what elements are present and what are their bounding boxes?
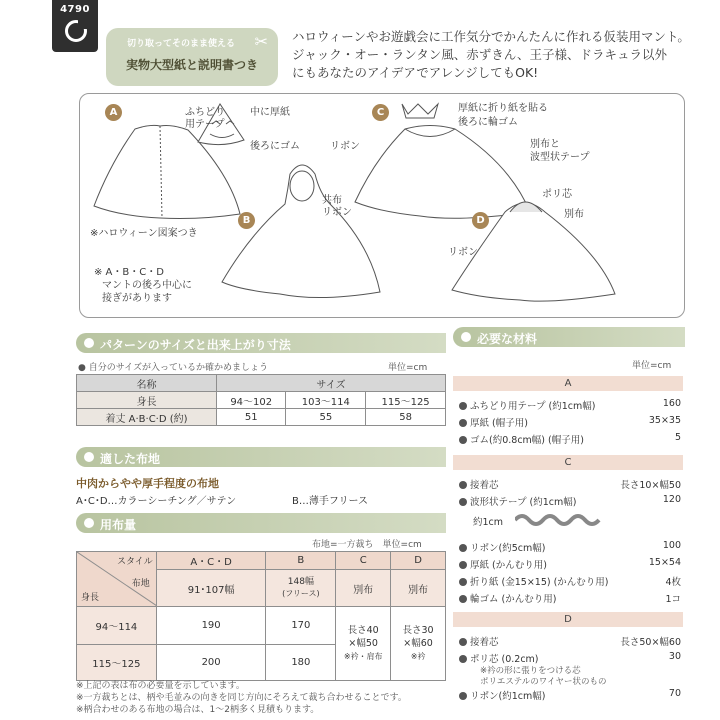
intro-line: ハロウィーンやお遊戯会に工作気分でかんたんに作れる仮装用マント。	[292, 29, 690, 44]
yardage-note: ※柄合わせのある布地の場合は、1～2柄多く見積もります。	[76, 705, 320, 715]
other-fabric-label-d: 別布	[564, 209, 584, 220]
seam-note-line-1: ※ A・B・C・D	[94, 267, 164, 278]
other-fabric-label-2: 波型状テープ	[530, 152, 590, 163]
intro-line: にもあなたのアイデアでアレンジしてもOK!	[292, 65, 539, 80]
yardage-notes	[76, 680, 446, 716]
elastic-label: 後ろにゴム	[250, 141, 300, 152]
fabric-section-header	[76, 447, 446, 467]
height-row-label: 身長	[77, 392, 217, 409]
yardage-unit: 布地=一方裁ち 単位=cm	[312, 540, 422, 550]
scissors-icon: ✂	[254, 32, 268, 51]
material-name: リボン(約1cm幅)	[470, 691, 546, 702]
size-col-name: 名称	[77, 375, 217, 392]
material-qty: 長さ10×幅50	[620, 480, 681, 491]
bullet-icon	[461, 332, 471, 342]
material-qty: 30	[668, 651, 681, 662]
style-b-marker: B	[238, 212, 255, 229]
material-qty: 70	[668, 688, 681, 699]
d-value-line-2: ×幅60	[403, 638, 433, 649]
style-a-marker: A	[105, 104, 122, 121]
bullet-icon	[84, 452, 94, 462]
width-b-line-1: 148幅	[287, 577, 314, 588]
fabric-weight: 中肉からやや厚手程度の布地	[76, 477, 219, 490]
width-d: 別布	[391, 570, 446, 607]
banner-title: 実物大型紙と説明書つき	[125, 58, 258, 72]
fabric-section-title: 適した布地	[100, 452, 161, 466]
illustration-panel	[79, 93, 685, 318]
trim-tape-label-2: 用テープ	[185, 119, 225, 130]
material-qty: 5	[674, 432, 681, 443]
material-qty: 35×35	[648, 415, 681, 426]
material-item	[459, 688, 681, 702]
yardage-height-cell: 115～125	[77, 645, 157, 681]
yardage-note: ※上記の表は布の必要量を示しています。	[76, 681, 245, 691]
seam-note-line-3: 接ぎがあります	[102, 293, 172, 304]
materials-unit: 単位=cm	[632, 361, 672, 371]
material-item	[459, 477, 681, 491]
yardage-table	[76, 551, 446, 681]
thick-paper-label: 中に厚紙	[250, 107, 290, 118]
poly-core-note-1: ※衿の形に張りをつける芯	[480, 666, 581, 676]
material-name: ポリ芯 (0.2cm)	[470, 654, 539, 665]
height-cell: 94～102	[217, 392, 286, 409]
wave-tape-sample	[459, 514, 681, 528]
crown-drawing	[402, 104, 438, 118]
size-check-note: ● 自分のサイズが入っているか確かめましょう	[78, 363, 268, 373]
intro-text	[292, 28, 692, 82]
style-c-marker: C	[372, 104, 389, 121]
yardage-section-title: 用布量	[100, 518, 137, 532]
material-qty: 1コ	[665, 594, 681, 605]
material-item	[459, 415, 681, 429]
yardage-d-cell	[391, 607, 446, 681]
ribbon-label-d: リボン	[448, 247, 478, 258]
height-cell: 103～114	[286, 392, 366, 409]
poly-core-note-2: ポリエステルのワイヤー状のもの	[480, 677, 607, 687]
materials-section-header	[453, 327, 685, 347]
corner-style: スタイル	[116, 557, 153, 567]
other-fabric-label-1: 別布と	[530, 139, 560, 150]
c-value-line-2: ×幅50	[348, 638, 378, 649]
width-b	[266, 570, 336, 607]
size-col-size: サイズ	[217, 375, 446, 392]
intro-line: ジャック・オー・ランタン風、赤ずきん、王子様、ドラキュラ以外	[292, 47, 668, 62]
material-item	[459, 494, 681, 508]
material-item	[459, 574, 681, 588]
yardage-note: ※一方裁ちとは、柄や毛並みの向きを同じ方向にそろえて裁ち合わせることです。	[76, 693, 407, 703]
material-item	[459, 557, 681, 571]
fabric-acd: A･C･D…カラーシーチング／サテン	[76, 496, 237, 507]
materials-group-a: A	[453, 376, 683, 391]
length-cell: 51	[217, 409, 286, 426]
poly-core-label: ポリ芯	[542, 189, 572, 200]
yardage-section-header	[76, 513, 446, 533]
material-name: ゴム(約0.8cm幅) (帽子用)	[470, 435, 584, 446]
col-b: B	[266, 552, 336, 570]
rubber-band-label: 後ろに輪ゴム	[458, 117, 518, 128]
yardage-b-cell: 170	[266, 607, 336, 645]
material-name: 厚紙 (かんむり用)	[470, 560, 547, 571]
width-b-line-2: (フリース)	[282, 589, 320, 599]
material-qty: 160	[662, 398, 681, 409]
c-value-line-1: 長さ40	[347, 625, 379, 636]
size-unit: 単位=cm	[388, 363, 428, 373]
material-name: 波形状テープ (約1cm幅)	[470, 497, 577, 508]
d-note: ※衿	[410, 652, 426, 661]
trim-tape-label-1: ふちどり	[185, 107, 225, 118]
material-name: 接着芯	[470, 480, 499, 491]
col-acd: A・C・D	[156, 552, 266, 570]
length-cell: 58	[366, 409, 446, 426]
yardage-c-cell	[336, 607, 391, 681]
wave-size-label: 約1cm	[473, 517, 504, 528]
material-qty: 100	[662, 540, 681, 551]
corner-height: 身長	[81, 593, 100, 603]
wave-tape-icon	[515, 512, 635, 528]
circle-logo-icon	[65, 20, 87, 42]
material-qty: 長さ50×幅60	[620, 637, 681, 648]
pattern-banner	[106, 28, 278, 86]
c-note: ※衿・肩布	[343, 652, 383, 661]
materials-group-d: D	[453, 612, 683, 627]
material-name: 輪ゴム (かんむり用)	[470, 594, 557, 605]
material-name: リボン(約5cm幅)	[470, 543, 546, 554]
material-name: 折り紙 (金15×15) (かんむり用)	[470, 577, 609, 588]
material-item	[459, 540, 681, 554]
yardage-acd-cell: 200	[156, 645, 266, 681]
seam-note-line-2: マントの後ろ中心に	[102, 280, 192, 291]
width-c: 別布	[336, 570, 391, 607]
yardage-height-cell: 94～114	[77, 607, 157, 645]
d-value-line-1: 長さ30	[402, 625, 434, 636]
material-name: ふちどり用テープ (約1cm幅)	[470, 401, 596, 412]
col-d: D	[391, 552, 446, 570]
cape-c-drawing	[355, 126, 530, 219]
ribbon-label-c: リボン	[330, 141, 360, 152]
material-item	[459, 432, 681, 446]
pattern-number-badge	[52, 0, 98, 52]
banner-subtitle: 切り取ってそのまま使える	[126, 39, 235, 49]
material-name: 接着芯	[470, 637, 499, 648]
materials-group-c: C	[453, 455, 683, 470]
crown-label: 厚紙に折り紙を貼る	[458, 103, 548, 114]
corner-fabric: 布地	[131, 579, 150, 589]
bullet-icon	[84, 518, 94, 528]
material-item	[459, 634, 681, 648]
pattern-number: 4790	[60, 4, 90, 15]
length-row-label: 着丈 A·B·C·D (約)	[77, 409, 217, 426]
materials-section-title: 必要な材料	[477, 332, 538, 346]
material-item	[459, 651, 681, 665]
height-cell: 115～125	[366, 392, 446, 409]
size-section-header	[76, 333, 446, 353]
yardage-corner-cell	[77, 552, 157, 607]
self-ribbon-label-1: 共布	[322, 195, 342, 206]
size-check-note-text: 自分のサイズが入っているか確かめましょう	[88, 363, 268, 373]
self-ribbon-label-2: リボン	[322, 207, 352, 218]
size-table	[76, 374, 446, 426]
material-qty: 4枚	[665, 577, 681, 588]
material-qty: 120	[662, 494, 681, 505]
fabric-b: B…薄手フリース	[292, 496, 368, 507]
length-cell: 55	[286, 409, 366, 426]
material-item	[459, 398, 681, 412]
bullet-icon	[84, 338, 94, 348]
width-acd: 91･107幅	[156, 570, 266, 607]
halloween-caption: ※ハロウィーン図案つき	[90, 228, 198, 239]
style-d-marker: D	[472, 212, 489, 229]
material-name: 厚紙 (帽子用)	[470, 418, 528, 429]
size-section-title: パターンのサイズと出来上がり寸法	[100, 338, 291, 352]
yardage-b-cell: 180	[266, 645, 336, 681]
material-qty: 15×54	[648, 557, 681, 568]
material-item	[459, 591, 681, 605]
yardage-acd-cell: 190	[156, 607, 266, 645]
col-c: C	[336, 552, 391, 570]
